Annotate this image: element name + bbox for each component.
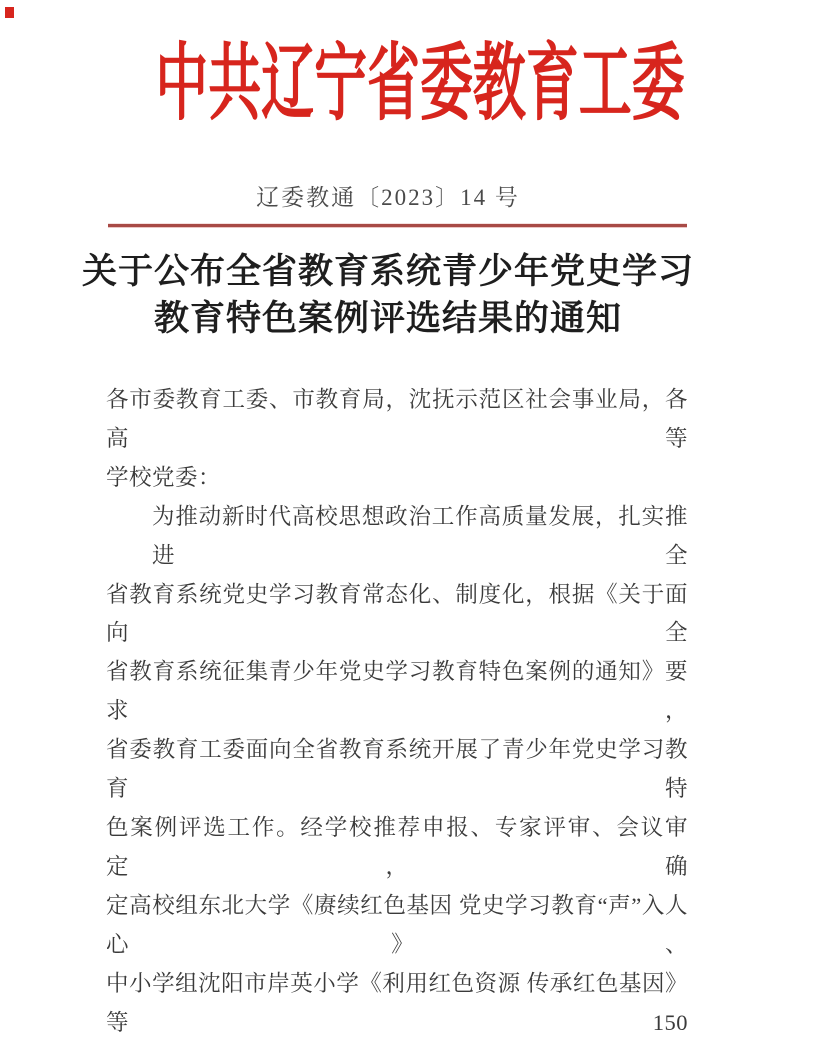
body-line: 色案例评选工作。经学校推荐申报、专家评审、会议审定，确 bbox=[106, 814, 688, 879]
body-line: 定高校组东北大学《赓续红色基因 党史学习教育“声”入人心》、 bbox=[106, 892, 688, 957]
corner-red-mark bbox=[5, 7, 14, 18]
body-line: 省委教育工委面向全省教育系统开展了青少年党史学习教育特 bbox=[106, 737, 688, 802]
agency-header bbox=[0, 38, 776, 132]
body-line: 省教育系统党史学习教育常态化、制度化，根据《关于面向全 bbox=[106, 581, 688, 646]
body-line: 中小学组沈阳市岸英小学《利用红色资源 传承红色基因》等 150 bbox=[106, 970, 688, 1035]
body-line: 学校党委： bbox=[106, 464, 222, 490]
agency-header-text: 中共辽宁省委教育工委 bbox=[155, 38, 685, 131]
document-body bbox=[106, 381, 688, 1042]
doc-title-line2: 教育特色案例评选结果的通知 bbox=[153, 299, 622, 338]
doc-number: 辽委教通〔2023〕14 号 bbox=[256, 185, 520, 210]
red-divider-line bbox=[108, 224, 687, 227]
body-line: 各市委教育工委、市教育局，沈抚示范区社会事业局，各高等 bbox=[106, 387, 688, 451]
body-line: 省教育系统征集青少年党史学习教育特色案例的通知》要求， bbox=[106, 659, 688, 724]
doc-title-line1: 关于公布全省教育系统青少年党史学习 bbox=[81, 252, 694, 291]
doc-title bbox=[60, 248, 716, 342]
body-line: 为推动新时代高校思想政治工作高质量发展，扎实推进全 bbox=[152, 503, 688, 568]
